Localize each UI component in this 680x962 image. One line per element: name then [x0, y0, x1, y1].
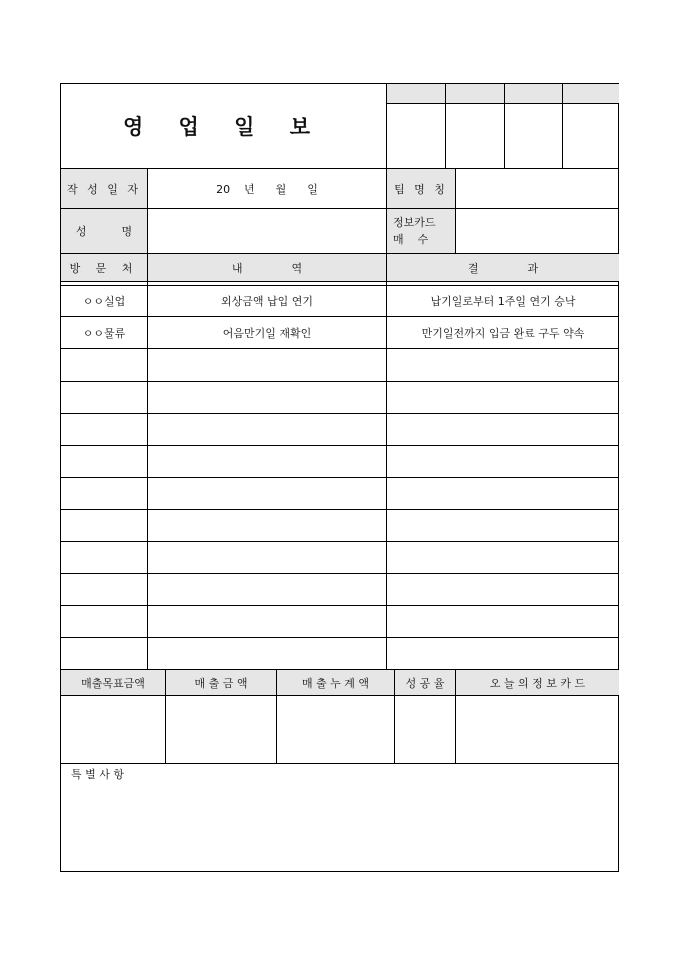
visit-row-1-detail[interactable]: 외상금액 납입 연기	[220, 295, 313, 308]
grid-line	[61, 316, 619, 317]
col-header-detail: 내 역	[148, 254, 386, 281]
approval-sign-box-2[interactable]	[446, 104, 504, 168]
col-header-sales-cumulative: 매 출 누 계 액	[277, 670, 394, 695]
sales-cumulative-field[interactable]	[277, 696, 394, 763]
grid-line	[61, 285, 619, 286]
date-field[interactable]: 20 년 월 일	[216, 182, 318, 196]
grid-line	[61, 348, 619, 349]
approval-sign-box-4[interactable]	[563, 104, 619, 168]
grid-line	[165, 669, 166, 763]
success-rate-field[interactable]	[395, 696, 455, 763]
grid-line	[445, 84, 446, 168]
col-header-today-info-card: 오 늘 의 정 보 카 드	[456, 670, 619, 695]
grid-line	[61, 208, 619, 209]
grid-line	[562, 84, 563, 168]
approval-header-3	[505, 84, 562, 103]
grid-line	[61, 381, 619, 382]
grid-line	[61, 253, 619, 254]
info-card-label-line1: 정보카드	[393, 216, 436, 229]
grid-line	[61, 573, 619, 574]
team-field[interactable]	[456, 169, 619, 208]
grid-line	[386, 103, 619, 104]
grid-line	[147, 168, 148, 670]
today-info-card-field[interactable]	[456, 696, 619, 763]
col-header-result: 결 과	[387, 254, 619, 281]
grid-line	[61, 637, 619, 638]
date-label: 작 성 일 자	[61, 169, 147, 208]
special-notes-label: 특 별 사 항	[71, 768, 124, 781]
special-notes-area[interactable]	[61, 784, 619, 872]
grid-line	[61, 763, 619, 764]
visit-row-1-place[interactable]: ㅇㅇ실업	[82, 295, 126, 308]
grid-line	[61, 605, 619, 606]
grid-line	[61, 413, 619, 414]
visit-row-1-result[interactable]: 납기일로부터 1주일 연기 승낙	[430, 295, 576, 308]
grid-line	[61, 477, 619, 478]
col-header-success-rate: 성 공 율	[395, 670, 455, 695]
sales-target-field[interactable]	[61, 696, 165, 763]
grid-line	[61, 695, 619, 696]
sales-amount-field[interactable]	[166, 696, 276, 763]
col-header-place: 방 문 처	[61, 254, 147, 281]
approval-sign-box-3[interactable]	[505, 104, 562, 168]
info-card-label-line2: 매 수	[393, 233, 429, 246]
approval-header-1	[387, 84, 445, 103]
grid-line	[504, 84, 505, 168]
info-card-count-label	[387, 209, 455, 253]
col-header-sales-target: 매출목표금액	[61, 670, 165, 695]
sales-daily-report-form	[60, 83, 619, 872]
col-header-sales-amount: 매 출 금 액	[166, 670, 276, 695]
visit-row-2-place[interactable]: ㅇㅇ물류	[82, 326, 126, 340]
info-card-count-field[interactable]	[456, 209, 619, 253]
report-title: 영 업 일 보	[122, 114, 325, 139]
grid-line	[61, 509, 619, 510]
grid-line	[61, 281, 619, 282]
name-label: 성 명	[61, 209, 147, 253]
grid-line	[61, 541, 619, 542]
visit-row-2-detail[interactable]: 어음만기일 재확인	[222, 326, 312, 340]
name-field[interactable]	[148, 209, 386, 253]
approval-header-4	[563, 84, 619, 103]
grid-line	[394, 669, 395, 763]
approval-header-2	[446, 84, 504, 103]
grid-line	[455, 168, 456, 253]
grid-line	[61, 669, 619, 670]
grid-line	[61, 445, 619, 446]
grid-line	[276, 669, 277, 763]
team-label: 팀 명 칭	[387, 169, 455, 208]
grid-line	[61, 168, 619, 169]
grid-line	[455, 669, 456, 763]
approval-sign-box-1[interactable]	[387, 104, 445, 168]
visit-row-2-result[interactable]: 만기일전까지 입금 완료 구두 약속	[421, 326, 585, 340]
